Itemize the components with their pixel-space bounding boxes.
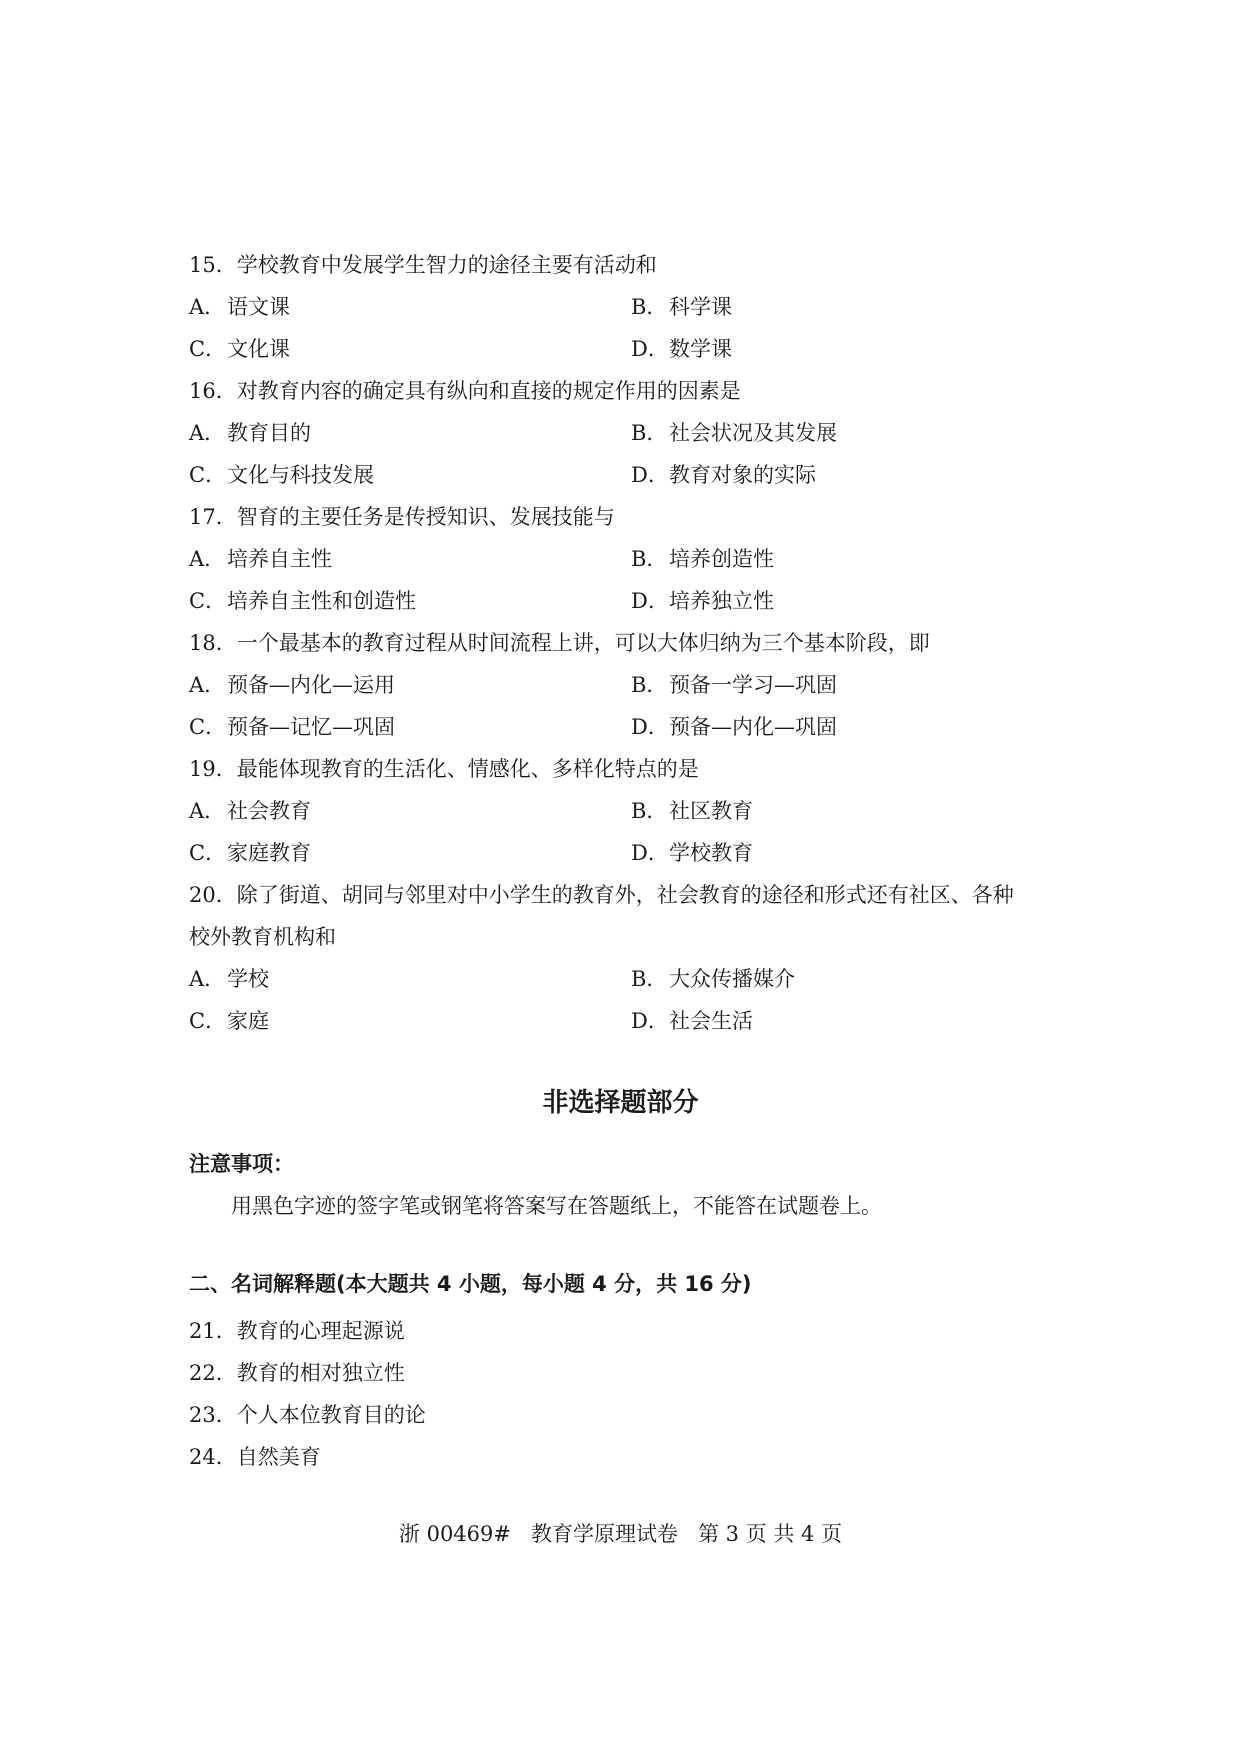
list-item: 23．个人本位教育目的论 [189,1403,426,1427]
question-stem [189,874,1059,916]
question-text: 学校教育中发展学生智力的途径主要有活动和 [236,253,657,277]
option-row [189,706,1059,748]
option-row [189,580,1059,622]
option-d: D．培养独立性 [631,589,774,613]
question-text: 智育的主要任务是传授知识、发展技能与 [236,505,615,529]
option-b: B．预备一学习—巩固 [631,673,837,697]
option-c: C．家庭教育 [189,841,311,865]
option-d: D．学校教育 [631,841,753,865]
option-d: D．数学课 [631,337,732,361]
list-item: 24．自然美育 [189,1445,321,1469]
option-d: D．教育对象的实际 [631,463,816,487]
option-row [189,1000,1059,1042]
question-text: 最能体现教育的生活化、情感化、多样化特点的是 [236,757,699,781]
question-text: 校外教育机构和 [189,925,336,949]
option-d: D．社会生活 [631,1009,753,1033]
option-a: A．语文课 [189,295,290,319]
question-number: 17． [189,505,237,529]
question-number: 19． [189,757,237,781]
multiple-choice-section [189,244,1059,1042]
option-c: C．文化课 [189,337,290,361]
option-row [189,958,1059,1000]
option-row [189,790,1059,832]
option-b: B．培养创造性 [631,547,774,571]
option-row [189,538,1059,580]
question-number: 18． [189,631,237,655]
question-number: 16． [189,379,237,403]
question-stem [189,244,1059,286]
option-c: C．文化与科技发展 [189,463,374,487]
option-row [189,328,1059,370]
section-title: 非选择题部分 [542,1088,699,1118]
question-text: 除了街道、胡同与邻里对中小学生的教育外，社会教育的途径和形式还有社区、各种 [236,883,1014,907]
option-b: B．科学课 [631,295,732,319]
option-row [189,412,1059,454]
question-text: 一个最基本的教育过程从时间流程上讲，可以大体归纳为三个基本阶段，即 [236,631,930,655]
question-stem [189,496,1059,538]
notice-heading: 注意事项： [189,1152,294,1176]
exam-title: 教育学原理试卷 [530,1522,678,1546]
option-c: C．预备—记忆—巩固 [189,715,395,739]
exam-code: 浙 00469# [398,1522,511,1546]
option-a: A．教育目的 [189,421,311,445]
option-a: A．预备—内化—运用 [189,673,395,697]
list-item: 21．教育的心理起源说 [189,1319,405,1343]
option-b: B．社区教育 [631,799,753,823]
option-c: C．培养自主性和创造性 [189,589,416,613]
term-question-list [189,1310,426,1478]
page-footer [0,1518,1241,1548]
question-stem [189,370,1059,412]
option-b: B．社会状况及其发展 [631,421,837,445]
question-stem [189,748,1059,790]
option-a: A．学校 [189,967,269,991]
notice-body: 用黑色字迹的签字笔或钢笔将答案写在答题纸上，不能答在试题卷上。 [231,1194,882,1218]
list-item: 22．教育的相对独立性 [189,1361,405,1385]
option-c: C．家庭 [189,1009,269,1033]
question-stem [189,622,1059,664]
option-row [189,454,1059,496]
option-a: A．社会教育 [189,799,311,823]
question-number: 20． [189,883,237,907]
option-row [189,832,1059,874]
part2-heading: 二、名词解释题(本大题共 4 小题，每小题 4 分，共 16 分) [189,1272,752,1296]
question-stem-continued [189,916,1059,958]
question-number: 15． [189,253,237,277]
question-text: 对教育内容的确定具有纵向和直接的规定作用的因素是 [236,379,741,403]
page-number: 第 3 页 共 4 页 [697,1522,843,1546]
option-d: D．预备—内化—巩固 [631,715,837,739]
option-b: B．大众传播媒介 [631,967,795,991]
option-row [189,286,1059,328]
option-row [189,664,1059,706]
option-a: A．培养自主性 [189,547,332,571]
